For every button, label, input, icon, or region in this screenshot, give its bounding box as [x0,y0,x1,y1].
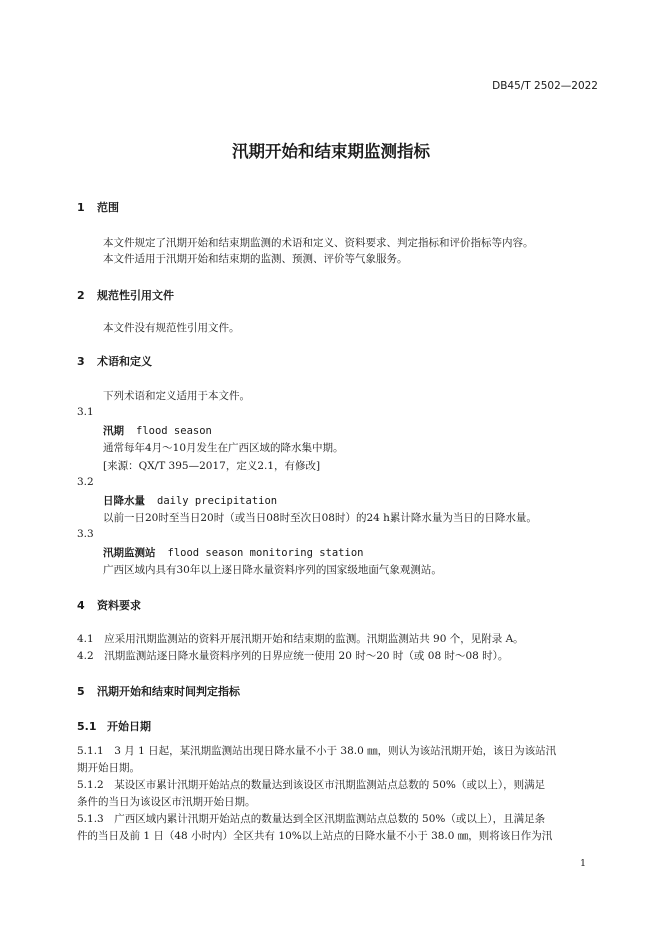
section-heading-2 [77,287,174,303]
section-heading-4 [77,597,141,613]
subsection-heading [77,718,151,734]
section-number: 1 [77,201,85,214]
term-chinese: 日降水量 [103,495,145,507]
page-title: 汛期开始和结束期监测指标 [232,142,430,161]
section-heading-3 [77,353,152,369]
clause-paragraph: 5.1.1 3 月 1 日起，某汛期监测站出现日降水量不小于 38.0 ㎜，则认为该站汛期开始，该日为该站汛 [77,745,557,757]
clause-paragraph: 4.1 应采用汛期监测站的资料开展汛期开始和结束期的监测。汛期监测站共 90 个，见附录 A。 [77,633,524,645]
section-number: 4 [77,599,85,612]
term-chinese: 汛期监测站 [103,547,156,559]
term-chinese: 汛期 [103,425,124,437]
term-number: 3.3 [77,528,94,540]
term-entry [103,545,363,560]
clause-paragraph: 5.1.2 某设区市累计汛期开始站点的数量达到该设区市汛期监测站点总数的 50%（或以上），则满足 [77,779,546,791]
subsection-number: 5.1 [77,720,97,733]
section-number: 3 [77,355,85,368]
term-definition: 广西区域内具有30年以上逐日降水量资料序列的国家级地面气象观测站。 [103,564,442,576]
section-number: 5 [77,685,85,698]
term-source: [来源：QX/T 395—2017，定义2.1，有修改] [103,460,321,472]
section-heading-1 [77,199,119,215]
clause-paragraph: 件的当日及前 1 日（48 小时内）全区共有 10%以上站点的日降水量不小于 38.0 ㎜，则将该日作为汛 [77,830,553,842]
term-english: flood season monitoring station [167,547,364,559]
section-title: 汛期开始和结束时间判定指标 [97,685,240,698]
section-title: 术语和定义 [97,355,152,368]
term-entry [103,423,212,438]
paragraph: 本文件没有规范性引用文件。 [103,322,240,334]
term-number: 3.2 [77,476,94,488]
document-number: DB45/T 2502—2022 [492,80,598,92]
clause-paragraph: 期开始日期。 [77,762,140,774]
section-title: 资料要求 [97,599,141,612]
term-number: 3.1 [77,406,94,418]
section-number: 2 [77,289,85,302]
term-english: flood season [136,425,212,437]
paragraph: 本文件适用于汛期开始和结束期的监测、预测、评价等气象服务。 [103,253,408,265]
clause-paragraph: 条件的当日为该设区市汛期开始日期。 [77,796,256,808]
term-entry [103,493,277,508]
subsection-title: 开始日期 [107,720,151,733]
section-heading-5 [77,683,240,699]
term-definition: 通常每年4月～10月发生在广西区域的降水集中期。 [103,442,344,454]
clause-paragraph: 4.2 汛期监测站逐日降水量资料序列的日界应统一使用 20 时～20 时（或 08 时～08 时）。 [77,650,509,662]
paragraph: 下列术语和定义适用于本文件。 [103,390,250,402]
clause-paragraph: 5.1.3 广西区域内累计汛期开始站点的数量达到全区汛期监测站点总数的 50%（或以上），且满足条 [77,813,546,825]
term-english: daily precipitation [157,495,278,507]
paragraph: 本文件规定了汛期开始和结束期监测的术语和定义、资料要求、判定指标和评价指标等内容。 [103,237,534,249]
section-title: 规范性引用文件 [97,289,174,302]
page-number: 1 [579,858,586,869]
term-definition: 以前一日20时至当日20时（或当日08时至次日08时）的24 h累计降水量为当日的日降水量。 [103,512,537,524]
section-title: 范围 [97,201,119,214]
